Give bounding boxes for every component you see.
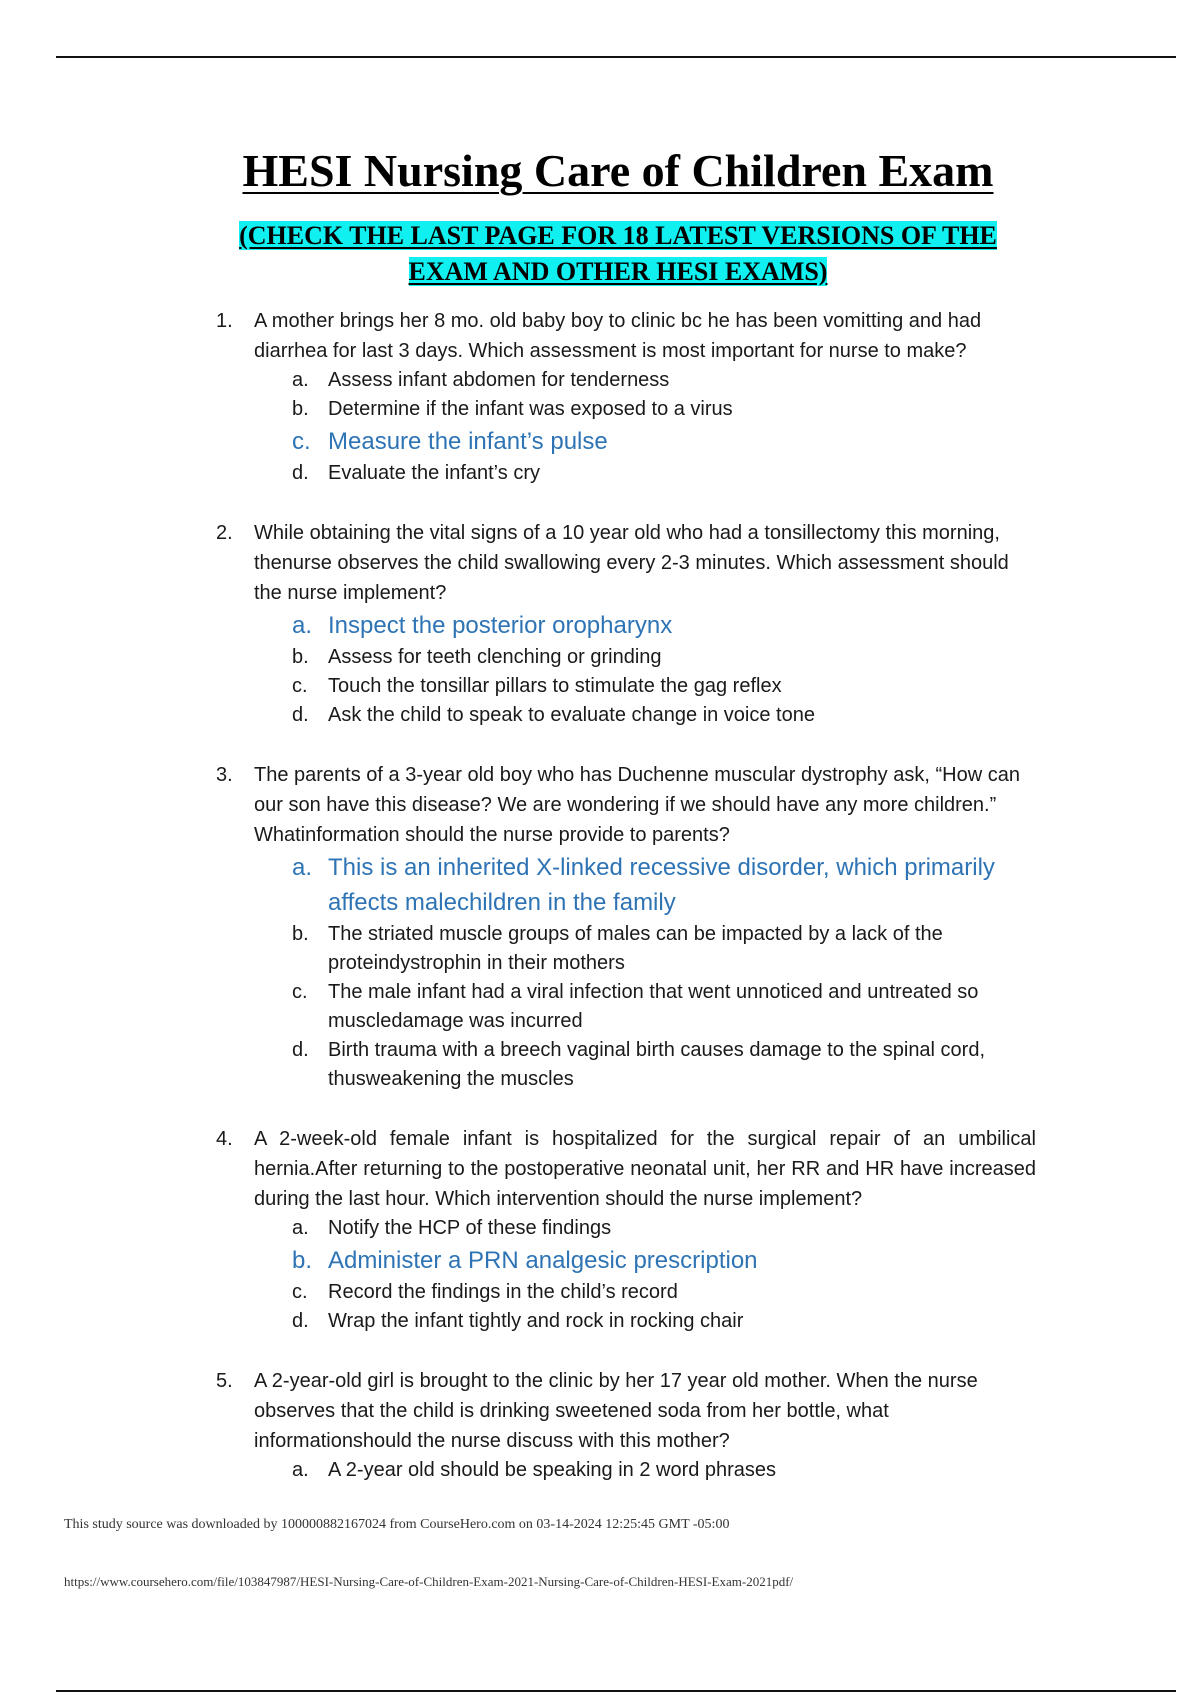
- option-letter: a.: [292, 1459, 309, 1481]
- option-letter: c.: [292, 981, 308, 1003]
- page-title: HESI Nursing Care of Children Exam: [242, 145, 994, 196]
- option-letter: a.: [292, 854, 313, 881]
- option-text: Administer a PRN analgesic prescription: [328, 1247, 758, 1274]
- answer-option: [292, 395, 1036, 424]
- answer-option: [292, 1214, 1036, 1243]
- option-text: Birth trauma with a breech vaginal birth causes damage to the spinal cord, thusweakening the muscles: [328, 1039, 986, 1090]
- answer-options: [216, 1214, 1036, 1336]
- answer-option: [292, 672, 1036, 701]
- subtitle-line-2: EXAM AND OTHER HESI EXAMS): [408, 257, 828, 286]
- question-text: A 2-year-old girl is brought to the clinic by her 17 year old mother. When the nurse observes that the child is drinking sweetened soda from her bottle, what informationshould the nurse discuss with this mother?: [254, 1370, 978, 1452]
- answer-options: [216, 366, 1036, 488]
- correct-answer-option: [292, 608, 1036, 643]
- question-2: [216, 518, 1036, 730]
- question-text: A 2-week-old female infant is hospitalized for the surgical repair of an umbilical hernia.After returning to the postoperative neonatal unit, her RR and HR have increased during the last hour. Which intervention should the nurse implement?: [254, 1128, 1036, 1210]
- answer-option: [292, 1036, 1036, 1094]
- option-letter: c.: [292, 428, 311, 455]
- option-letter: d.: [292, 1039, 309, 1061]
- option-letter: b.: [292, 398, 309, 420]
- answer-options: [216, 1456, 1036, 1485]
- question-number: 2.: [216, 522, 233, 544]
- question-number: 4.: [216, 1128, 233, 1150]
- question-5: [216, 1366, 1036, 1485]
- option-text: Assess for teeth clenching or grinding: [328, 646, 662, 668]
- option-letter: a.: [292, 369, 309, 391]
- option-text: Evaluate the infant’s cry: [328, 462, 540, 484]
- question-3: [216, 760, 1036, 1094]
- option-text: Inspect the posterior oropharynx: [328, 612, 673, 639]
- option-letter: a.: [292, 1217, 309, 1239]
- option-letter: c.: [292, 675, 308, 697]
- page-subtitle: [0, 218, 1200, 290]
- download-source-note: This study source was downloaded by 100000882167024 from CourseHero.com on 03-14-2024 12:25:45 GMT -05:00: [64, 1517, 730, 1532]
- option-text: This is an inherited X-linked recessive disorder, which primarily affects malechildren in the family: [328, 854, 995, 916]
- answer-option: [292, 1456, 1036, 1485]
- subtitle-line-1: (CHECK THE LAST PAGE FOR 18 LATEST VERSIONS OF THE: [239, 221, 997, 250]
- answer-option: [292, 459, 1036, 488]
- top-rule: [56, 56, 1176, 58]
- answer-option: [292, 1278, 1036, 1307]
- question-number: 5.: [216, 1370, 233, 1392]
- question-text: A mother brings her 8 mo. old baby boy to clinic bc he has been vomitting and had diarrhea for last 3 days. Which assessment is most important for nurse to make?: [254, 310, 982, 362]
- option-text: A 2-year old should be speaking in 2 word phrases: [328, 1459, 777, 1481]
- question-text: While obtaining the vital signs of a 10 year old who had a tonsillectomy this morning, thenurse observes the child swallowing every 2-3 minutes. Which assessment should the nurse implement?: [254, 522, 1009, 604]
- option-letter: d.: [292, 704, 309, 726]
- option-text: Touch the tonsillar pillars to stimulate the gag reflex: [328, 675, 782, 697]
- option-text: Notify the HCP of these findings: [328, 1217, 612, 1239]
- correct-answer-option: [292, 850, 1036, 920]
- option-text: Assess infant abdomen for tenderness: [328, 369, 670, 391]
- question-4: [216, 1124, 1036, 1336]
- option-text: The striated muscle groups of males can be impacted by a lack of the proteindystrophin in their mothers: [328, 923, 943, 974]
- answer-options: [216, 608, 1036, 730]
- question-number: 1.: [216, 310, 233, 332]
- answer-option: [292, 920, 1036, 978]
- bottom-rule: [56, 1690, 1176, 1692]
- option-text: Measure the infant’s pulse: [328, 428, 608, 455]
- answer-option: [292, 366, 1036, 395]
- option-letter: b.: [292, 646, 309, 668]
- correct-answer-option: [292, 1243, 1036, 1278]
- option-letter: d.: [292, 462, 309, 484]
- option-letter: a.: [292, 612, 313, 639]
- option-text: Wrap the infant tightly and rock in rocking chair: [328, 1310, 744, 1332]
- answer-option: [292, 978, 1036, 1036]
- question-number: 3.: [216, 764, 233, 786]
- option-letter: b.: [292, 1247, 313, 1274]
- option-text: The male infant had a viral infection that went unnoticed and untreated so muscledamage was incurred: [328, 981, 979, 1032]
- correct-answer-option: [292, 424, 1036, 459]
- question-list: [216, 306, 1036, 1515]
- option-text: Record the findings in the child’s record: [328, 1281, 678, 1303]
- source-url[interactable]: https://www.coursehero.com/file/103847987/HESI-Nursing-Care-of-Children-Exam-2021-Nursing-Care-of-Children-HESI-Exam-2021pdf/: [64, 1574, 794, 1589]
- answer-option: [292, 701, 1036, 730]
- question-text: The parents of a 3-year old boy who has Duchenne muscular dystrophy ask, “How can our son have this disease? We are wondering if we should have any more children.” Whatinformation should the nurse provide to parents?: [254, 764, 1020, 846]
- option-text: Determine if the infant was exposed to a virus: [328, 398, 733, 420]
- answer-options: [216, 850, 1036, 1094]
- option-letter: b.: [292, 923, 309, 945]
- answer-option: [292, 643, 1036, 672]
- option-letter: d.: [292, 1310, 309, 1332]
- option-text: Ask the child to speak to evaluate change in voice tone: [328, 704, 815, 726]
- question-1: [216, 306, 1036, 488]
- option-letter: c.: [292, 1281, 308, 1303]
- answer-option: [292, 1307, 1036, 1336]
